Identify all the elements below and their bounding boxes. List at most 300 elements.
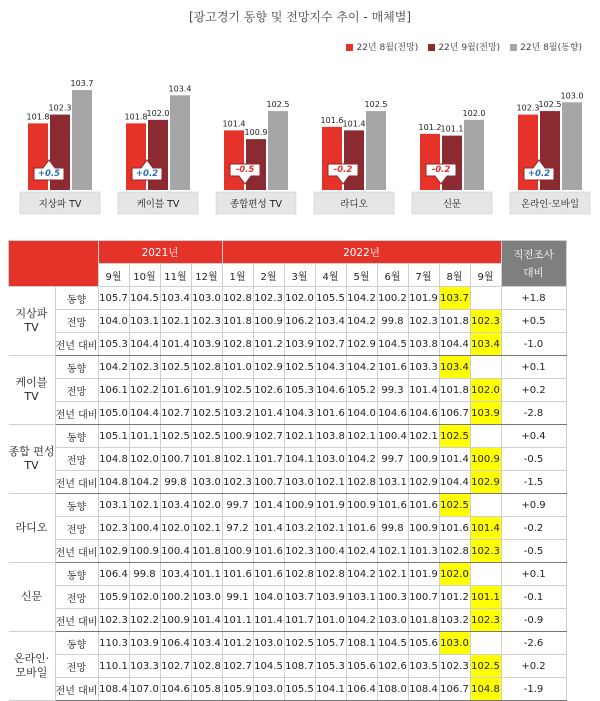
table-row — [9, 655, 567, 678]
table-cell: 102.1 — [408, 425, 439, 448]
bar-value-label: 101.4 — [222, 119, 246, 129]
table-cell: 105.0 — [98, 402, 129, 425]
month-header: 9월 — [98, 264, 129, 287]
table-cell: 105.9 — [98, 586, 129, 609]
table-cell: 101.4 — [408, 379, 439, 402]
table-cell: 102.7 — [222, 655, 253, 678]
table-cell: 102.3 — [284, 540, 315, 563]
table-cell: 100.9 — [346, 494, 377, 517]
table-cell: 106.4 — [160, 632, 191, 655]
bar-value-label: 101.1 — [440, 124, 464, 134]
table-cell: 101.8 — [191, 540, 222, 563]
table-cell: 103.1 — [129, 310, 160, 333]
table-cell: 103.9 — [284, 333, 315, 356]
table-cell: 101.6 — [315, 402, 346, 425]
table-cell: 101.9 — [191, 379, 222, 402]
diff-cell: +0.2 — [501, 379, 566, 402]
table-cell: 102.3 — [222, 471, 253, 494]
bar-value-label: 102.5 — [364, 100, 388, 110]
table-cell: 101.0 — [315, 609, 346, 632]
change-label: -0.2 — [431, 165, 451, 175]
table-cell: 102.5 — [439, 425, 470, 448]
table-cell: 104.3 — [315, 356, 346, 379]
table-cell: 102.8 — [439, 540, 470, 563]
table-row — [9, 586, 567, 609]
legend-item — [510, 40, 582, 53]
corner-header — [9, 241, 99, 287]
table-cell: 104.1 — [315, 678, 346, 701]
table-row — [9, 540, 567, 563]
month-header: 5월 — [346, 264, 377, 287]
table-cell: 101.4 — [253, 402, 284, 425]
table-cell: 100.4 — [377, 425, 408, 448]
table-cell: 101.4 — [253, 609, 284, 632]
table-cell: 104.0 — [253, 586, 284, 609]
row-kind-label: 동향 — [55, 356, 98, 379]
table-cell: 103.0 — [253, 632, 284, 655]
table-cell: 102.3 — [253, 287, 284, 310]
row-kind-label: 동향 — [55, 287, 98, 310]
table-cell: 102.1 — [284, 425, 315, 448]
table-cell — [470, 494, 501, 517]
table-row — [9, 632, 567, 655]
table-row — [9, 563, 567, 586]
table-cell: 102.8 — [284, 563, 315, 586]
legend-item — [346, 40, 418, 53]
table-cell: 102.0 — [129, 448, 160, 471]
change-label: +0.5 — [37, 169, 61, 179]
table-cell: 104.2 — [346, 609, 377, 632]
diff-cell: +0.5 — [501, 310, 566, 333]
table-cell: 101.8 — [222, 310, 253, 333]
table-cell: 105.3 — [315, 655, 346, 678]
change-label: -0.5 — [235, 165, 255, 175]
table-cell: 103.4 — [315, 310, 346, 333]
table-cell: 103.0 — [284, 471, 315, 494]
table-row — [9, 448, 567, 471]
table-cell: 102.3 — [98, 609, 129, 632]
table-cell: 102.1 — [191, 517, 222, 540]
diff-cell: -0.5 — [501, 448, 566, 471]
table-cell: 108.4 — [98, 678, 129, 701]
row-kind-label: 전년 대비 — [55, 333, 98, 356]
table-cell: 103.0 — [191, 586, 222, 609]
row-kind-label: 전망 — [55, 310, 98, 333]
table-cell: 102.3 — [129, 356, 160, 379]
table-cell: 104.5 — [253, 655, 284, 678]
table-cell: 101.8 — [408, 609, 439, 632]
table-cell: 102.1 — [315, 471, 346, 494]
table-cell: 104.5 — [129, 287, 160, 310]
table-cell: 103.1 — [346, 586, 377, 609]
bar — [72, 90, 92, 190]
table-cell: 101.4 — [470, 517, 501, 540]
bar — [344, 130, 364, 190]
table-cell: 102.5 — [191, 402, 222, 425]
month-header: 12월 — [191, 264, 222, 287]
month-header: 2월 — [253, 264, 284, 287]
table-row — [9, 517, 567, 540]
row-kind-label: 전년 대비 — [55, 540, 98, 563]
table-cell: 103.4 — [470, 333, 501, 356]
legend — [346, 40, 582, 53]
table-cell: 102.7 — [160, 402, 191, 425]
bar — [420, 134, 440, 190]
table-cell: 102.9 — [253, 356, 284, 379]
table-cell: 102.1 — [222, 448, 253, 471]
table-cell: 102.0 — [160, 517, 191, 540]
table-cell: 104.3 — [284, 402, 315, 425]
table-cell: 103.3 — [408, 356, 439, 379]
table-cell: 101.9 — [315, 494, 346, 517]
table-cell: 101.9 — [408, 563, 439, 586]
table-cell: 101.7 — [284, 609, 315, 632]
row-kind-label: 동향 — [55, 632, 98, 655]
table-cell: 99.7 — [222, 494, 253, 517]
table-cell: 103.8 — [408, 333, 439, 356]
table-cell: 99.8 — [129, 563, 160, 586]
diff-cell: +0.4 — [501, 425, 566, 448]
table-cell: 105.9 — [222, 678, 253, 701]
table-row — [9, 310, 567, 333]
table-cell: 104.4 — [129, 402, 160, 425]
table-cell: 103.1 — [377, 471, 408, 494]
table-cell: 105.3 — [284, 379, 315, 402]
data-table — [8, 240, 567, 701]
legend-item — [428, 40, 500, 53]
table-row — [9, 379, 567, 402]
table-cell: 103.1 — [98, 494, 129, 517]
table-cell: 103.9 — [315, 586, 346, 609]
table-cell: 102.2 — [129, 379, 160, 402]
table-cell: 103.4 — [160, 494, 191, 517]
diff-cell: +0.1 — [501, 563, 566, 586]
table-cell: 101.8 — [439, 310, 470, 333]
row-kind-label: 전년 대비 — [55, 609, 98, 632]
table-cell: 100.9 — [470, 448, 501, 471]
change-label: +0.2 — [135, 169, 159, 179]
table-cell: 99.3 — [377, 379, 408, 402]
table-cell: 101.1 — [470, 586, 501, 609]
table-cell: 102.8 — [191, 356, 222, 379]
media-label: 라디오 — [9, 494, 56, 563]
table-cell: 101.9 — [408, 287, 439, 310]
table-cell: 102.6 — [253, 379, 284, 402]
table-cell: 103.9 — [191, 333, 222, 356]
table-cell: 110.1 — [98, 655, 129, 678]
year-2022-header: 2022년 — [222, 241, 501, 264]
table-cell: 105.5 — [315, 287, 346, 310]
month-header: 6월 — [377, 264, 408, 287]
table-cell: 103.2 — [439, 609, 470, 632]
month-header: 9월 — [470, 264, 501, 287]
table-cell: 102.5 — [470, 655, 501, 678]
table-cell: 100.2 — [377, 287, 408, 310]
table-cell: 100.9 — [408, 517, 439, 540]
table-cell: 102.5 — [284, 356, 315, 379]
bar — [442, 136, 462, 190]
table-cell: 104.8 — [98, 471, 129, 494]
bar-value-label: 101.4 — [342, 119, 366, 129]
change-label: +0.2 — [527, 169, 551, 179]
table-cell: 100.7 — [408, 586, 439, 609]
table-cell — [470, 563, 501, 586]
table-cell: 104.0 — [98, 310, 129, 333]
bar-chart — [0, 60, 600, 230]
table-cell: 102.1 — [315, 517, 346, 540]
table-cell: 102.0 — [191, 494, 222, 517]
table-cell: 102.1 — [129, 494, 160, 517]
table-cell: 103.0 — [253, 678, 284, 701]
year-2021-header: 2021년 — [98, 241, 222, 264]
table-cell: 102.1 — [160, 310, 191, 333]
table-row — [9, 356, 567, 379]
diff-cell: -1.5 — [501, 471, 566, 494]
table-cell: 102.3 — [191, 310, 222, 333]
table-cell: 110.3 — [98, 632, 129, 655]
table-cell: 101.2 — [222, 632, 253, 655]
table-cell: 104.5 — [377, 333, 408, 356]
table-cell: 102.1 — [346, 425, 377, 448]
category-label: 케이블 TV — [136, 199, 180, 210]
table-cell: 105.5 — [284, 678, 315, 701]
table-cell: 102.9 — [408, 471, 439, 494]
bar-value-label: 101.2 — [418, 122, 442, 132]
table-cell: 105.7 — [98, 287, 129, 310]
table-cell: 102.8 — [222, 333, 253, 356]
table-cell: 101.4 — [160, 333, 191, 356]
table-row — [9, 402, 567, 425]
table-cell: 102.1 — [377, 540, 408, 563]
table-cell: 100.9 — [222, 425, 253, 448]
category-label: 라디오 — [340, 199, 368, 210]
bar — [366, 111, 386, 190]
table-row — [9, 609, 567, 632]
table-cell: 102.3 — [439, 655, 470, 678]
table-cell: 102.4 — [346, 540, 377, 563]
legend-swatch — [346, 44, 353, 51]
bar-value-label: 103.0 — [560, 91, 584, 101]
table-cell: 100.4 — [160, 540, 191, 563]
table-row — [9, 425, 567, 448]
table-row — [9, 333, 567, 356]
table-cell: 99.8 — [377, 517, 408, 540]
diff-header — [501, 241, 566, 287]
bar-value-label: 102.3 — [516, 103, 540, 113]
table-cell: 103.0 — [377, 609, 408, 632]
table-cell: 104.1 — [284, 448, 315, 471]
table-cell: 104.4 — [129, 333, 160, 356]
diff-cell: +0.1 — [501, 356, 566, 379]
table-cell: 104.2 — [346, 563, 377, 586]
table-cell: 103.7 — [284, 586, 315, 609]
table-row — [9, 494, 567, 517]
legend-swatch — [428, 44, 435, 51]
table-cell: 102.9 — [470, 471, 501, 494]
bar — [224, 130, 244, 190]
bar-value-label: 102.0 — [462, 108, 486, 118]
table-cell: 101.0 — [222, 356, 253, 379]
table-cell: 101.6 — [377, 356, 408, 379]
change-label: -0.2 — [333, 165, 353, 175]
table-cell: 101.1 — [129, 425, 160, 448]
table-cell: 101.2 — [253, 333, 284, 356]
legend-label: 22년 8월(동향) — [520, 43, 582, 53]
row-kind-label: 전년 대비 — [55, 471, 98, 494]
month-header: 8월 — [439, 264, 470, 287]
category-label: 온라인·모바일 — [520, 199, 580, 210]
month-header: 10월 — [129, 264, 160, 287]
media-label: 온라인· 모바일 — [9, 632, 56, 701]
table-cell: 102.8 — [315, 563, 346, 586]
table-cell: 106.1 — [98, 379, 129, 402]
table-cell: 104.2 — [346, 356, 377, 379]
bar-value-label: 103.7 — [70, 79, 94, 89]
table-cell: 104.8 — [470, 678, 501, 701]
legend-label: 22년 8월(전망) — [356, 43, 419, 53]
bar — [464, 120, 484, 190]
table-cell: 100.9 — [222, 540, 253, 563]
table-cell: 103.0 — [191, 287, 222, 310]
table-cell: 100.4 — [315, 540, 346, 563]
table-cell: 101.2 — [439, 586, 470, 609]
table-cell: 104.2 — [346, 448, 377, 471]
diff-cell: -0.1 — [501, 586, 566, 609]
table-cell: 104.6 — [160, 678, 191, 701]
table-cell: 105.7 — [315, 632, 346, 655]
month-header: 11월 — [160, 264, 191, 287]
bar — [170, 95, 190, 190]
month-header: 1월 — [222, 264, 253, 287]
table-cell: 100.9 — [284, 494, 315, 517]
table-cell: 101.6 — [439, 517, 470, 540]
media-label: 케이블 TV — [9, 356, 56, 425]
table-cell: 104.6 — [377, 402, 408, 425]
table-cell — [470, 287, 501, 310]
table-cell: 102.0 — [439, 563, 470, 586]
table-cell: 102.8 — [346, 471, 377, 494]
category-label: 종합편성 TV — [229, 199, 283, 210]
table-cell: 99.8 — [160, 471, 191, 494]
table-cell: 103.4 — [439, 356, 470, 379]
media-label: 신문 — [9, 563, 56, 632]
row-kind-label: 동향 — [55, 425, 98, 448]
table-cell: 102.8 — [222, 287, 253, 310]
table-cell: 101.1 — [191, 563, 222, 586]
table-cell: 104.2 — [129, 471, 160, 494]
table-cell: 106.4 — [98, 563, 129, 586]
table-cell: 101.1 — [222, 609, 253, 632]
table-cell: 99.1 — [222, 586, 253, 609]
diff-cell: -0.2 — [501, 517, 566, 540]
table-cell: 102.3 — [408, 310, 439, 333]
table-cell: 101.6 — [377, 494, 408, 517]
table-cell: 102.3 — [470, 310, 501, 333]
table-cell: 100.9 — [129, 540, 160, 563]
table-cell: 101.4 — [191, 609, 222, 632]
row-kind-label: 전망 — [55, 448, 98, 471]
table-cell: 102.3 — [470, 609, 501, 632]
table-cell: 102.5 — [160, 356, 191, 379]
table-cell — [470, 632, 501, 655]
bar — [268, 111, 288, 190]
table-cell: 100.9 — [408, 448, 439, 471]
table-cell: 100.7 — [160, 448, 191, 471]
bar-value-label: 102.3 — [48, 103, 72, 113]
table-cell: 108.1 — [346, 632, 377, 655]
diff-cell: -2.8 — [501, 402, 566, 425]
diff-cell: -0.5 — [501, 540, 566, 563]
table-cell: 102.7 — [253, 425, 284, 448]
table-cell: 106.7 — [439, 678, 470, 701]
table-cell: 103.0 — [315, 448, 346, 471]
table-cell: 104.5 — [377, 632, 408, 655]
media-label: 종합 편성 TV — [9, 425, 56, 494]
table-cell: 101.6 — [253, 563, 284, 586]
table-cell: 100.4 — [129, 517, 160, 540]
table-cell: 104.6 — [408, 402, 439, 425]
table-cell: 102.0 — [129, 586, 160, 609]
table-cell: 101.3 — [408, 540, 439, 563]
diff-cell: +0.9 — [501, 494, 566, 517]
month-header: 7월 — [408, 264, 439, 287]
row-kind-label: 전년 대비 — [55, 678, 98, 701]
bar-value-label: 102.5 — [538, 100, 562, 110]
table-cell: 102.6 — [377, 655, 408, 678]
table-cell: 101.6 — [408, 494, 439, 517]
category-label: 신문 — [442, 199, 462, 210]
row-kind-label: 전망 — [55, 517, 98, 540]
table-cell: 102.9 — [98, 540, 129, 563]
table-cell: 105.2 — [346, 379, 377, 402]
table-cell: 104.4 — [439, 471, 470, 494]
table-cell: 105.8 — [191, 678, 222, 701]
table-cell: 102.5 — [439, 494, 470, 517]
table-cell: 105.3 — [98, 333, 129, 356]
legend-swatch — [510, 44, 517, 51]
table-cell: 104.0 — [346, 402, 377, 425]
table-cell: 106.7 — [439, 402, 470, 425]
table-cell: 101.4 — [439, 448, 470, 471]
row-kind-label: 전년 대비 — [55, 402, 98, 425]
table-cell: 103.7 — [439, 287, 470, 310]
table-cell: 103.3 — [129, 655, 160, 678]
table-cell: 104.2 — [346, 310, 377, 333]
table-cell: 99.7 — [377, 448, 408, 471]
table-cell: 97.2 — [222, 517, 253, 540]
table-cell: 102.2 — [129, 609, 160, 632]
table-cell: 101.4 — [253, 517, 284, 540]
row-kind-label: 동향 — [55, 494, 98, 517]
table-cell: 102.7 — [160, 655, 191, 678]
table-cell: 103.2 — [284, 517, 315, 540]
table-cell: 102.0 — [284, 287, 315, 310]
table-cell: 102.5 — [160, 425, 191, 448]
row-kind-label: 전망 — [55, 586, 98, 609]
table-cell: 108.4 — [408, 678, 439, 701]
row-kind-label: 전망 — [55, 655, 98, 678]
table-cell: 102.8 — [191, 655, 222, 678]
table-cell: 101.6 — [253, 540, 284, 563]
bar-value-label: 102.0 — [146, 108, 170, 118]
table-cell: 106.4 — [346, 678, 377, 701]
table-row — [9, 471, 567, 494]
table-cell: 102.3 — [470, 540, 501, 563]
bar-value-label: 103.4 — [168, 84, 192, 94]
diff-cell: +0.2 — [501, 655, 566, 678]
bar-value-label: 100.9 — [244, 128, 268, 138]
page-title: [광고경기 동향 및 전망지수 추이 - 매체별] — [188, 10, 412, 24]
